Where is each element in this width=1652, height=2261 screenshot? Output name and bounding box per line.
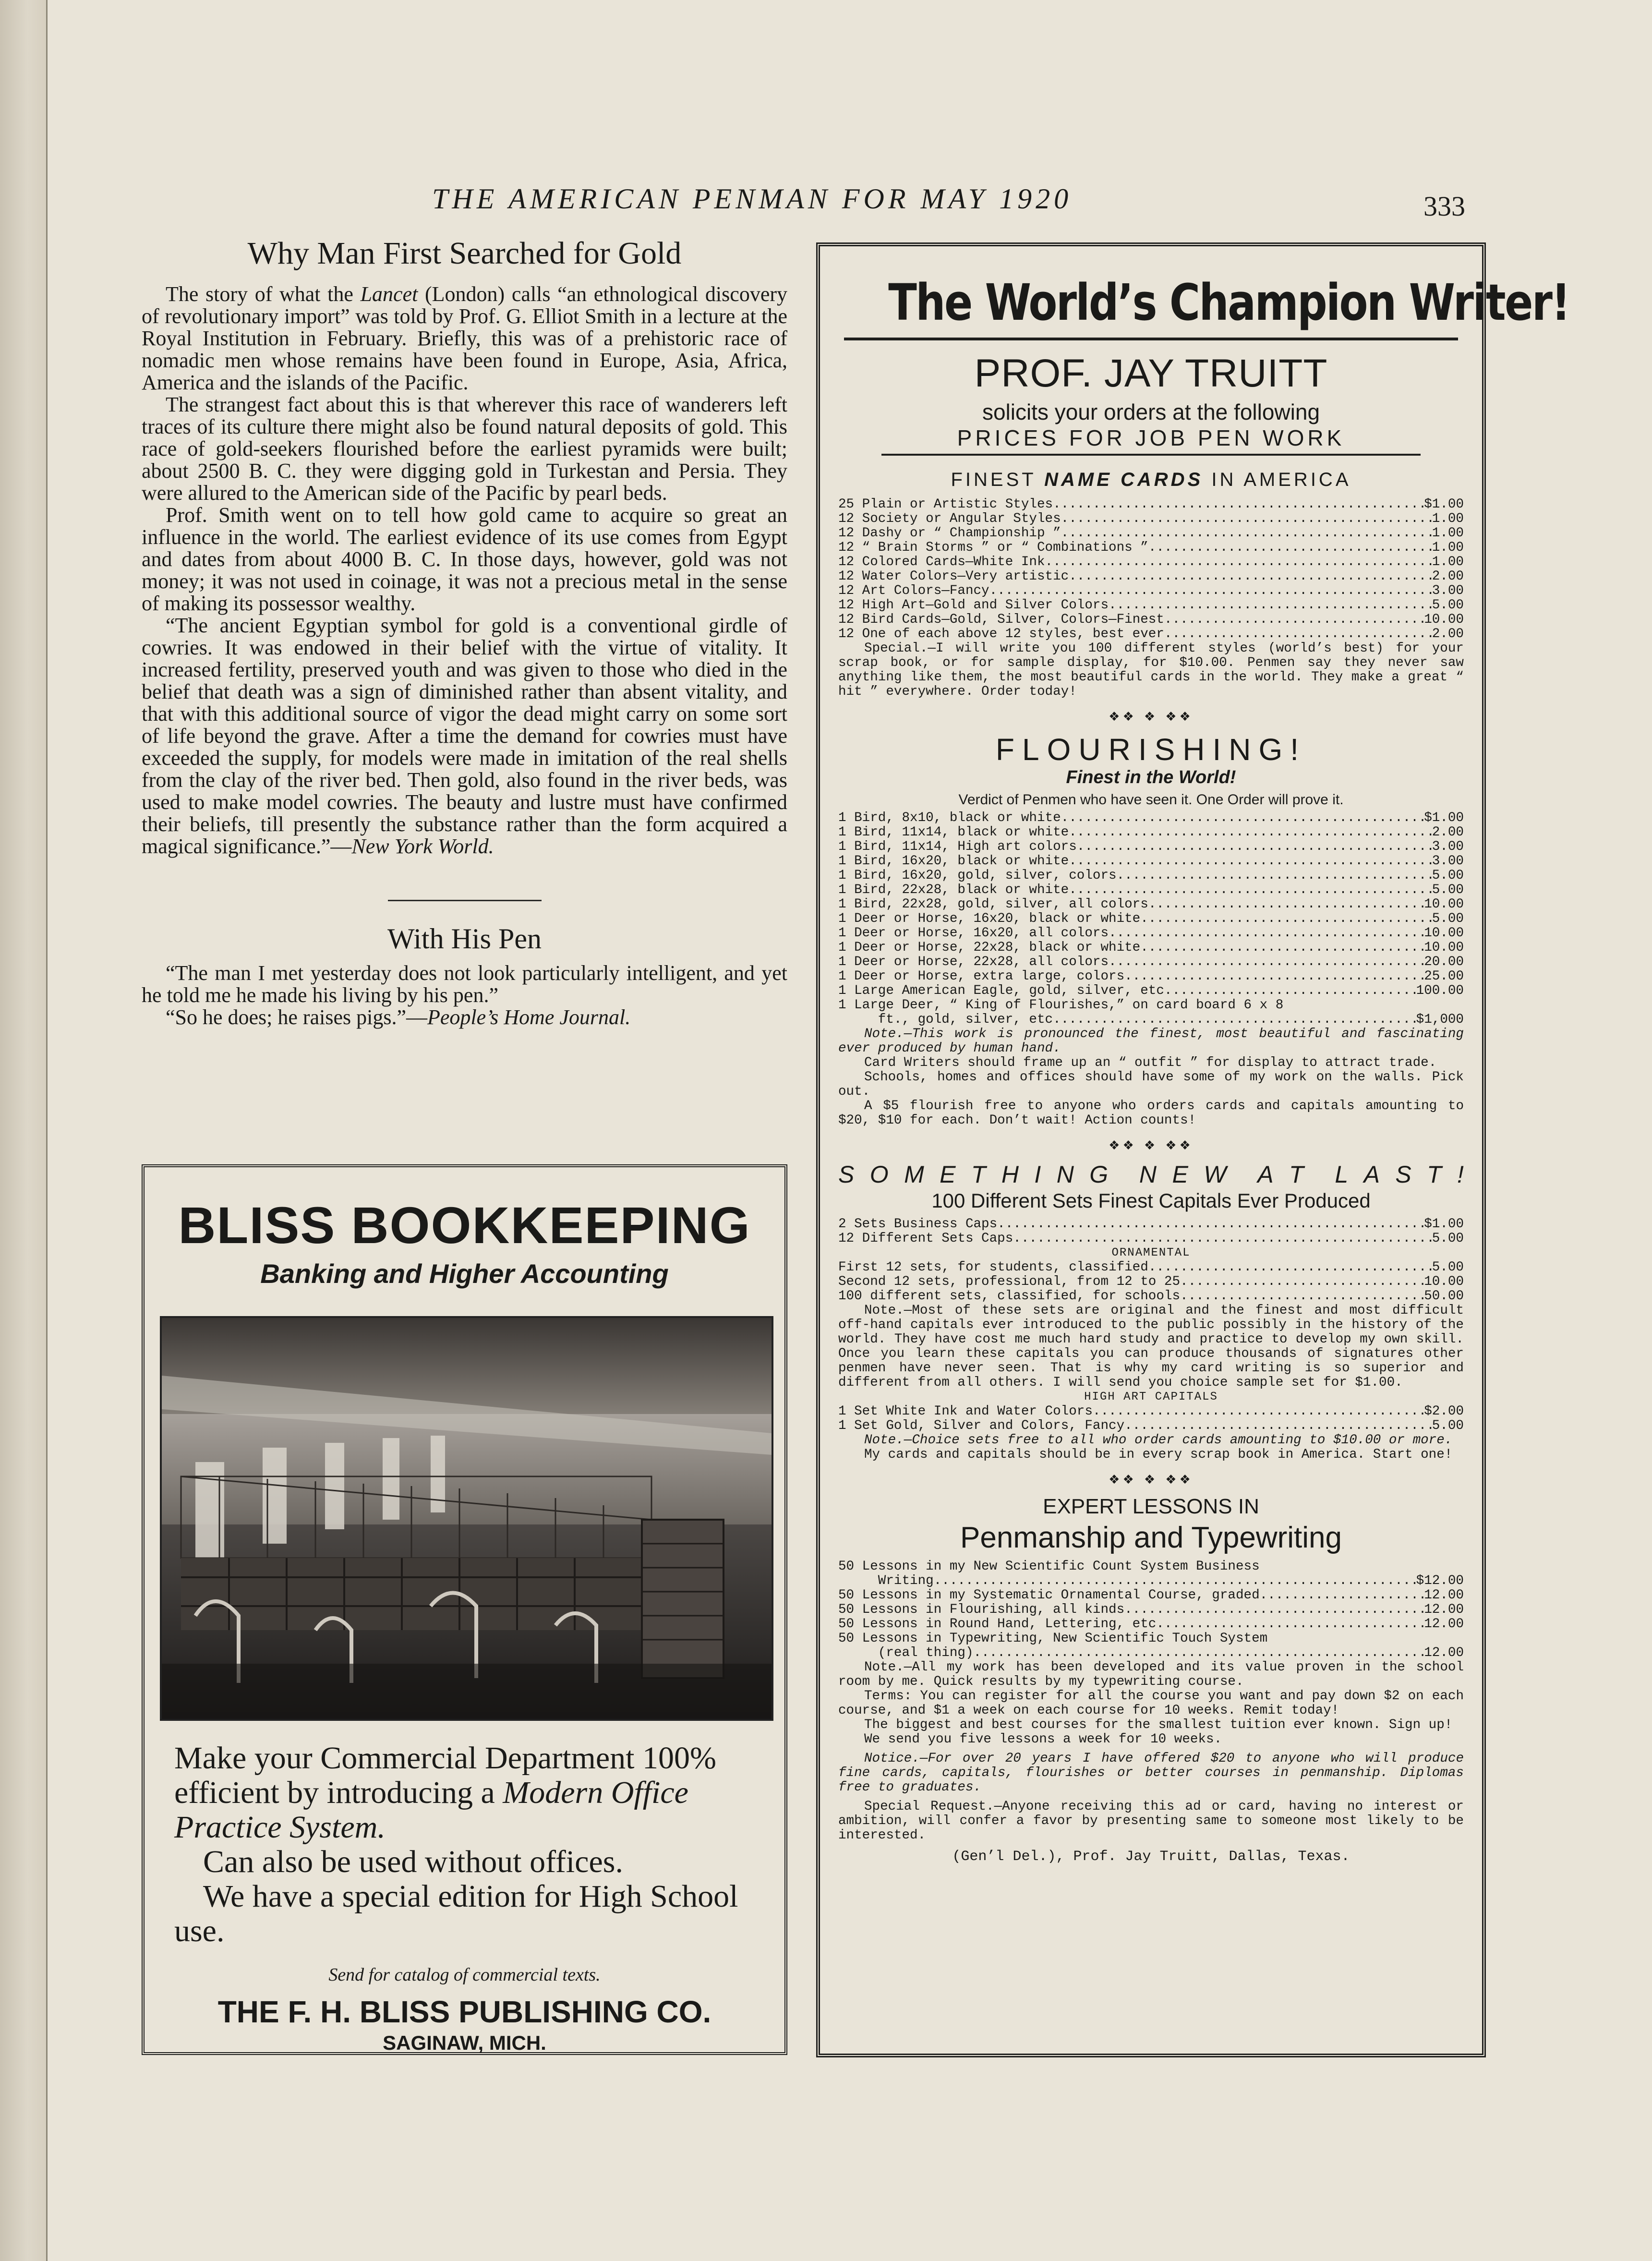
price-row: 25 Plain or Artistic Styles ..... $1.00	[838, 497, 1464, 512]
expert-lessons-heading: EXPERT LESSONS IN	[1043, 1495, 1259, 1518]
bliss-body-line1: Make your Commercial Department 100% efficient by introducing a Modern Office Practice System.	[174, 1741, 716, 1845]
price-row: 1 Set Gold, Silver and Colors, Fancy ..... 5.00	[838, 1419, 1464, 1433]
lessons-five: We send you five lessons a week for 10 weeks.	[864, 1732, 1222, 1747]
price-row: First 12 sets, for students, classified ..... 5.00	[838, 1260, 1464, 1275]
ornament-divider: ❖❖ ❖ ❖❖	[1109, 1138, 1194, 1153]
price-row: 1 Bird, 22x28, gold, silver, all colors ..... 10.00	[838, 897, 1464, 912]
prices-rule	[881, 454, 1421, 456]
high-art-note: Note.—Choice sets free to all who order cards amounting to $10.00 or more.	[864, 1433, 1453, 1448]
lessons-biggest: The biggest and best courses for the smallest tuition ever known. Sign up!	[864, 1717, 1453, 1732]
price-row: 50 Lessons in Typewriting, New Scientific Touch System	[838, 1631, 1268, 1646]
notice-offer: Notice.—For over 20 years I have offered $20 to anyone who will produce fine cards, capitals, flourishes or better courses in penmanship. Diplomas free to graduates.	[838, 1751, 1464, 1795]
lessons-price-list	[838, 1560, 1464, 1660]
capitals-note: Note.—Most of these sets are original and the finest and most difficult off-hand capitals ever introduced to the public possibly in the history of the world. They have cost me much hard study and practice to develop my own skill. Once you learn these capitals you can produce thousands of signatures other penmen have never seen. That is why my card writing is so superior and different from all others. I will send you choice sample set for $1.00.	[838, 1303, 1464, 1390]
something-new-heading: S O M E T H I N G N E W A T L A S T !	[838, 1161, 1464, 1188]
price-row: 1 Bird, 16x20, gold, silver, colors ..... 5.00	[838, 869, 1464, 883]
high-art-price-list	[838, 1404, 1464, 1433]
bliss-catalog-note: Send for catalog of commercial texts.	[328, 1965, 601, 1985]
bliss-city: SAGINAW, MICH.	[383, 2031, 546, 2054]
price-row: 1 Deer or Horse, 22x28, black or white ..... 10.00	[838, 941, 1464, 955]
truitt-solicits: solicits your orders at the following	[982, 399, 1320, 424]
price-row: 1 Deer or Horse, 22x28, all colors ..... 20.00	[838, 955, 1464, 969]
ornament-divider: ❖❖ ❖ ❖❖	[1109, 710, 1194, 724]
cards-special-note: Special.—I will write you 100 different styles (world’s best) for your scrap book, or for sample display, for $10.00. Penmen say they never saw anything like them, the most beautiful cards in the world. They make a great “ hit ” everywhere. Order today!	[838, 641, 1464, 699]
price-row: 2 Sets Business Caps ..... $1.00	[838, 1217, 1464, 1232]
name-cards-price-list	[838, 497, 1464, 641]
bliss-body	[174, 1741, 760, 1948]
price-row: 1 Bird, 11x14, black or white ..... 2.00	[838, 825, 1464, 840]
price-row: 50 Lessons in Flourishing, all kinds ..... 12.00	[838, 1603, 1464, 1617]
flourishing-verdict: Verdict of Penmen who have seen it. One Order will prove it.	[958, 792, 1344, 808]
flourish-schools: Schools, homes and offices should have some of my work on the walls. Pick out.	[838, 1070, 1464, 1099]
price-row: 12 Colored Cards—White Ink ..... 1.00	[838, 555, 1464, 569]
headline-rule	[844, 338, 1458, 340]
truitt-name: PROF. JAY TRUITT	[974, 351, 1328, 395]
scrap-book-note: My cards and capitals should be in every scrap book in America. Start one!	[864, 1447, 1453, 1462]
penmanship-heading: Penmanship and Typewriting	[960, 1521, 1342, 1554]
ornament-divider: ❖❖ ❖ ❖❖	[1109, 1473, 1194, 1487]
truitt-signature: (Gen’l Del.), Prof. Jay Truitt, Dallas, Texas.	[952, 1849, 1350, 1865]
article-pen-p1: “The man I met yesterday does not look particularly intelligent, and yet he told me he made his living by his pen.”	[142, 961, 787, 1007]
flourish-free: A $5 flourish free to anyone who orders cards and capitals amounting to $20, $10 for each. Don’t wait! Action counts!	[838, 1099, 1464, 1128]
ornamental-price-list	[838, 1260, 1464, 1304]
price-row: Writing ..... $12.00	[838, 1574, 1464, 1588]
ornamental-heading: ORNAMENTAL	[1111, 1246, 1191, 1259]
price-row: 12 “ Brain Storms ” or “ Combinations ” ..... 1.00	[838, 541, 1464, 555]
left-column	[142, 235, 787, 1028]
article-gold-p4: “The ancient Egyptian symbol for gold is a conventional girdle of cowries. It was endowed in their belief with the virtue of vitality. It increased fertility, preserved youth and was given to those who died in the belief that death was a sign of diminished rather than absent vitality, and that with this additional source of vigor the dead might carry on some sort of life beyond the grave. After a time the demand for cowries must have exceeded the supply, for models were made in imitation of the real shells from the clay of the river bed. Then gold, also found in the river beds, was used to make model cowries. The beauty and lustre must have confirmed their beliefs, till presently the substance rather than the form acquired a magical significance.”—New York World.	[142, 614, 787, 858]
high-art-heading: HIGH ART CAPITALS	[1084, 1390, 1218, 1403]
flourish-note: Note.—This work is pronounced the finest, most beautiful and fascinating ever produced by human hand.	[838, 1027, 1464, 1056]
price-row: 1 Bird, 22x28, black or white ..... 5.00	[838, 883, 1464, 897]
bliss-body-line2: Can also be used without offices.	[203, 1844, 623, 1879]
price-row: 100 different sets, classified, for schools ..... 50.00	[838, 1289, 1464, 1304]
office-interior-photo	[160, 1316, 773, 1721]
capitals-sets-title: 100 Different Sets Finest Capitals Ever Produced	[931, 1189, 1371, 1212]
bliss-title: BLISS BOOKKEEPING	[178, 1196, 751, 1254]
price-row: 1 Set White Ink and Water Colors ..... $2.00	[838, 1404, 1464, 1419]
flourishing-price-list	[838, 811, 1464, 1027]
price-row: 12 Different Sets Caps ..... 5.00	[838, 1232, 1464, 1246]
price-row: 12 One of each above 12 styles, best ever ..... 2.00	[838, 627, 1464, 641]
running-head: THE AMERICAN PENMAN FOR MAY 1920	[432, 183, 1073, 215]
price-row: 12 Bird Cards—Gold, Silver, Colors—Finest ..... 10.00	[838, 613, 1464, 627]
price-row: ft., gold, silver, etc ..... $1,000	[838, 1013, 1464, 1027]
truitt-headline: The World’s Champion Writer!	[888, 273, 1569, 332]
price-row: 12 Society or Angular Styles ..... 1.00	[838, 512, 1464, 526]
price-row: 1 Bird, 8x10, black or white ..... $1.00	[838, 811, 1464, 825]
lessons-terms: Terms: You can register for all the course you want and pay down $2 on each course, and $1 a week on each course for 10 weeks. Remit today!	[838, 1689, 1464, 1718]
flourish-card-writers: Card Writers should frame up an “ outfit ” for display to attract trade.	[864, 1055, 1437, 1070]
price-row: 12 Dashy or “ Championship ” ..... 1.00	[838, 526, 1464, 541]
article-pen-p2: “So he does; he raises pigs.”—People’s Home Journal.	[166, 1005, 631, 1029]
price-row: 1 Large Deer, “ King of Flourishes,” on card board 6 x 8	[838, 998, 1284, 1013]
bliss-bookkeeping-ad	[142, 1164, 787, 2055]
price-row: Second 12 sets, professional, from 12 to 25 ..... 10.00	[838, 1275, 1464, 1289]
article-gold-p2: The strangest fact about this is that wherever this race of wanderers left traces of its culture there might also be found natural deposits of gold. This race of gold-seekers flourished before the earliest pyramids were built; about 2500 B. C. they were digging gold in Turkestan and Persia. They were allured to the American side of the Pacific by pearl beds.	[142, 393, 787, 505]
price-row: 1 Deer or Horse, extra large, colors ..... 25.00	[838, 969, 1464, 984]
capitals-price-list	[838, 1217, 1464, 1246]
name-cards-heading: FINEST NAME CARDS IN AMERICA	[951, 469, 1351, 490]
price-row: 50 Lessons in my New Scientific Count System Business	[838, 1559, 1260, 1574]
price-row: 1 Large American Eagle, gold, silver, etc ..... 100.00	[838, 984, 1464, 998]
price-row: 1 Bird, 11x14, High art colors ..... 3.00	[838, 840, 1464, 854]
price-row: 12 Art Colors—Fancy ..... 3.00	[838, 584, 1464, 598]
flourishing-title: FLOURISHING!	[995, 732, 1307, 767]
lessons-note: Note.—All my work has been developed and its value proven in the school room by me. Quick results by my typewriting course.	[838, 1660, 1464, 1689]
truitt-prices-for: PRICES FOR JOB PEN WORK	[957, 425, 1345, 450]
section-divider	[388, 900, 542, 901]
price-row: 12 Water Colors—Very artistic ..... 2.00	[838, 569, 1464, 584]
bliss-company: THE F. H. BLISS PUBLISHING CO.	[217, 1995, 711, 2029]
article-pen-title: With His Pen	[387, 923, 542, 955]
flourishing-subtitle: Finest in the World!	[1066, 767, 1236, 787]
price-row: 1 Deer or Horse, 16x20, all colors ..... 10.00	[838, 926, 1464, 941]
bliss-body-line3: We have a special edition for High School use.	[174, 1879, 738, 1948]
book-spine	[0, 0, 48, 2261]
price-row: 12 High Art—Gold and Silver Colors ..... 5.00	[838, 598, 1464, 613]
bliss-subtitle: Banking and Higher Accounting	[260, 1258, 669, 1289]
price-row: (real thing) ..... 12.00	[838, 1646, 1464, 1660]
price-row: 1 Bird, 16x20, black or white ..... 3.00	[838, 854, 1464, 869]
price-row: 1 Deer or Horse, 16x20, black or white ..... 5.00	[838, 912, 1464, 926]
article-gold-p3: Prof. Smith went on to tell how gold came to acquire so great an influence in the world. The earliest evidence of its use comes from Egypt and dates from about 4000 B. C. In those days, however, gold was not money; it was not used in coinage, it was not a precious metal in the sense of making its possessor wealthy.	[142, 503, 787, 615]
article-gold-p1: The story of what the Lancet (London) calls “an ethnological discovery of revolutionary import” was told by Prof. G. Elliot Smith in a lecture at the Royal Institution in February. Briefly, this was of a prehistoric race of nomadic men whose remains have been found in Europe, Asia, Africa, America and the islands of the Pacific.	[142, 282, 787, 394]
article-gold-title: Why Man First Searched for Gold	[247, 236, 682, 271]
special-request: Special Request.—Anyone receiving this ad or card, having no interest or ambition, will confer a favor by presenting same to someone most likely to be interested.	[838, 1799, 1464, 1843]
page-number: 333	[1423, 191, 1465, 222]
price-row: 50 Lessons in Round Hand, Lettering, etc ..... 12.00	[838, 1617, 1464, 1632]
price-row: 50 Lessons in my Systematic Ornamental Course, graded ..... 12.00	[838, 1588, 1464, 1603]
truitt-ad	[816, 242, 1569, 2057]
